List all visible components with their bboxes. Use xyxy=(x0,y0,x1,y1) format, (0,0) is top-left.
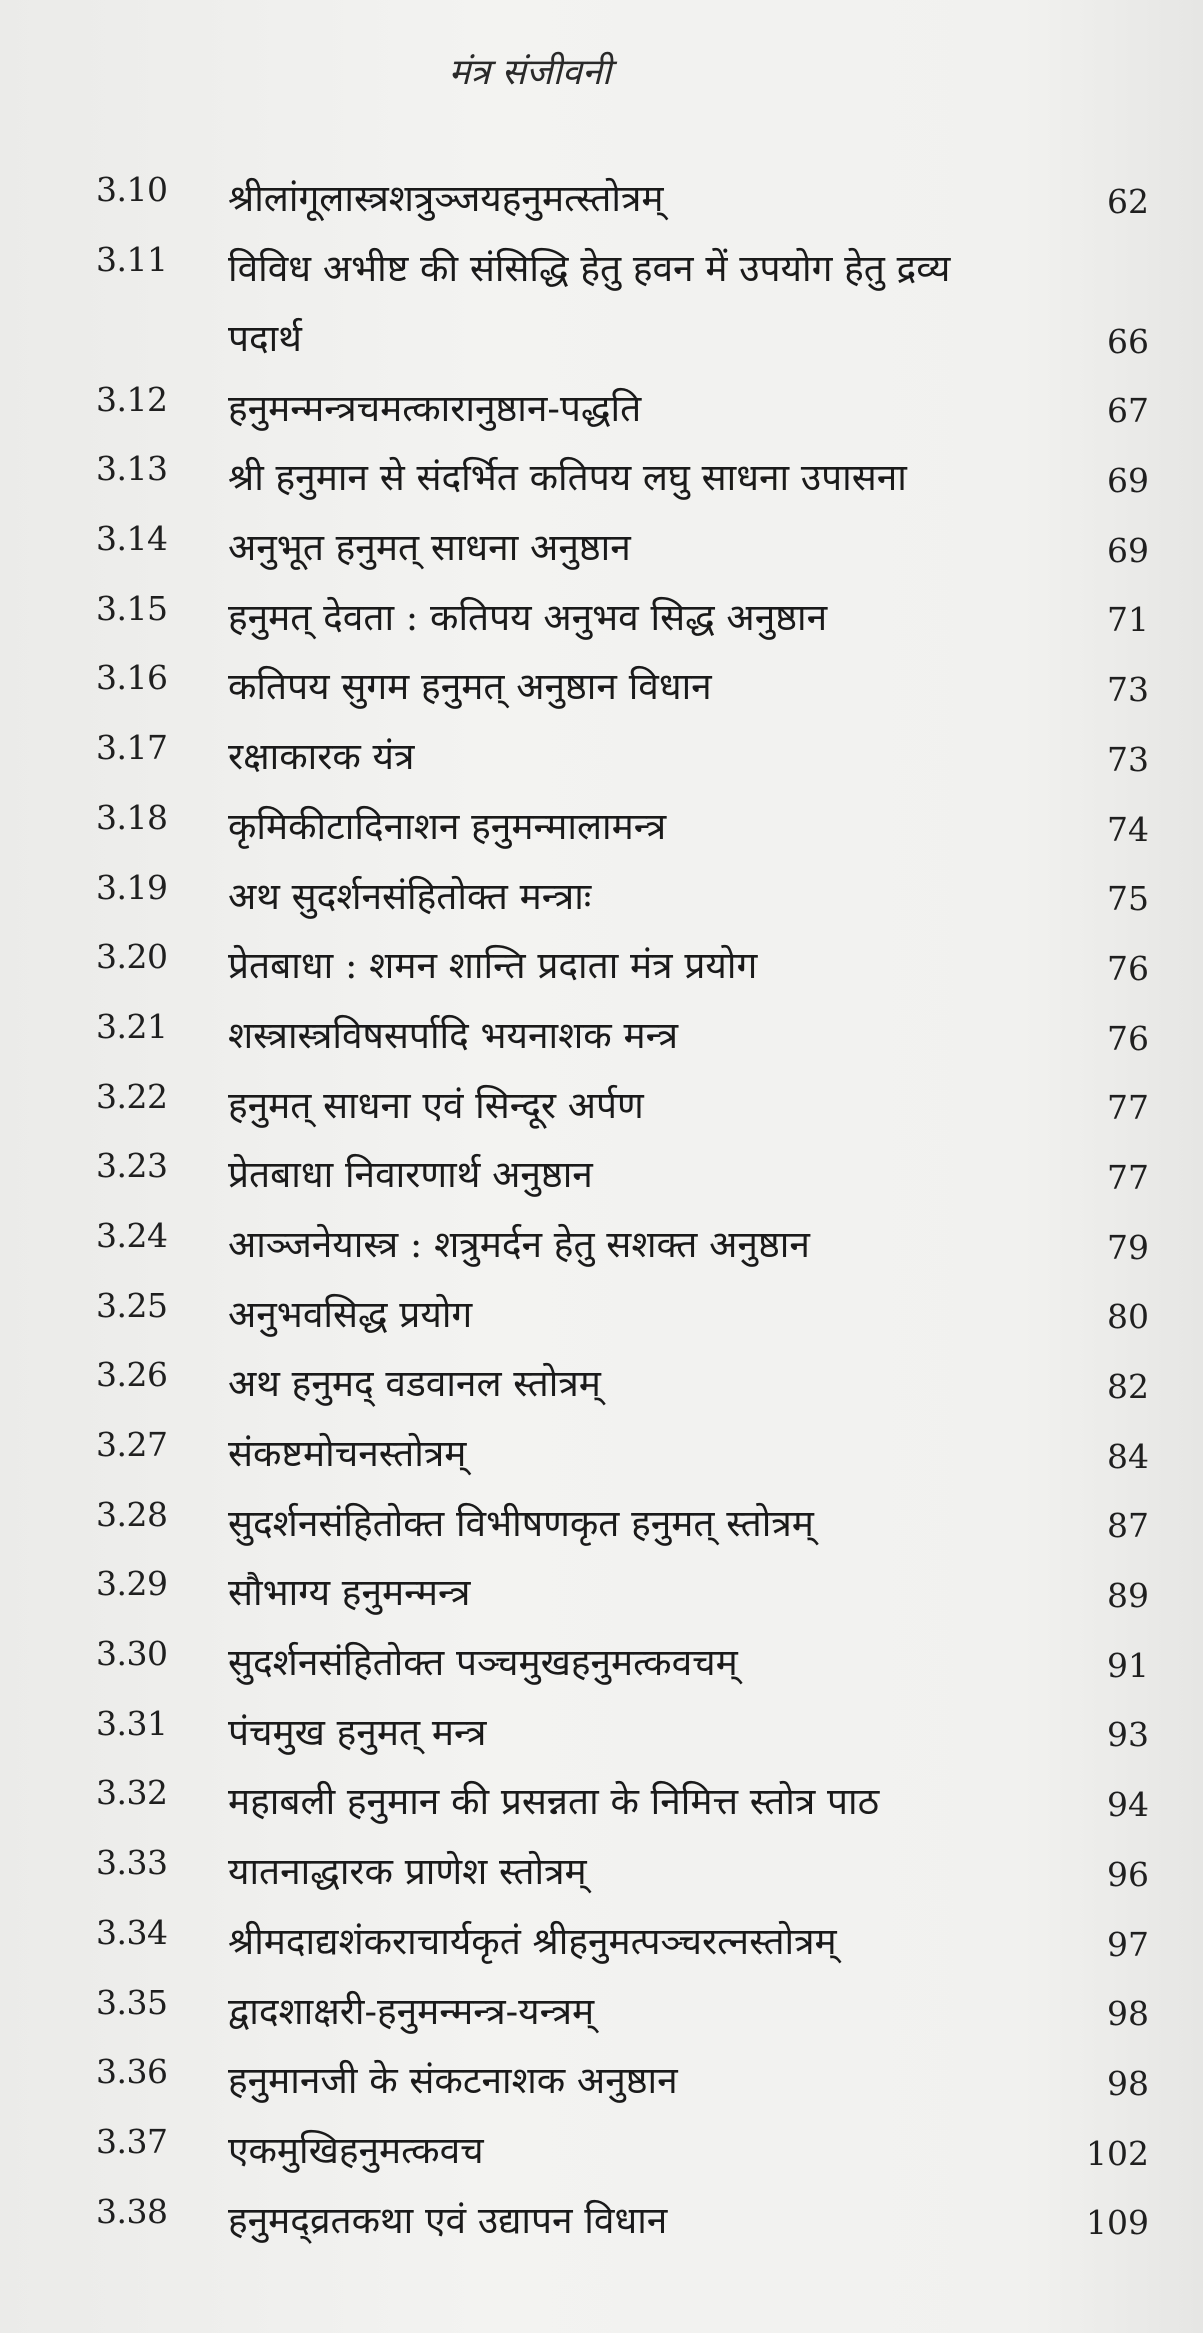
section-title: हनुमत् देवता : कतिपय अनुभव सिद्ध अनुष्ठान xyxy=(228,595,828,639)
toc-entry xyxy=(0,1347,1203,1417)
page-number: 98 xyxy=(1107,1994,1149,2034)
section-title: हनुमन्मन्त्रचमत्कारानुष्ठान-पद्धति xyxy=(228,386,642,430)
section-number: 3.36 xyxy=(96,2052,168,2092)
section-number: 3.23 xyxy=(96,1146,168,1186)
toc-entry xyxy=(0,581,1203,651)
section-title: सुदर्शनसंहितोक्त विभीषणकृत हनुमत् स्तोत्रम् xyxy=(228,1501,814,1545)
section-title: श्री हनुमान से संदर्भित कतिपय लघु साधना उपासना xyxy=(228,456,907,500)
toc-entry xyxy=(0,1278,1203,1348)
toc-entry xyxy=(0,999,1203,1069)
section-title: प्रेतबाधा निवारणार्थ अनुष्ठान xyxy=(228,1153,593,1197)
page-number: 102 xyxy=(1086,2133,1149,2173)
page-number: 69 xyxy=(1107,530,1149,570)
section-title: कतिपय सुगम हनुमत् अनुष्ठान विधान xyxy=(228,665,712,709)
toc-entry xyxy=(0,2184,1203,2254)
page-number: 84 xyxy=(1107,1436,1149,1476)
section-title: कृमिकीटादिनाशन हनुमन्मालामन्त्र xyxy=(228,804,667,848)
section-number: 3.19 xyxy=(96,867,168,907)
page-number: 73 xyxy=(1107,739,1149,779)
section-title: हनुमानजी के संकटनाशक अनुष्ठान xyxy=(228,2059,678,2103)
page-number: 93 xyxy=(1107,1715,1149,1755)
section-title: हनुमद्व्रतकथा एवं उद्यापन विधान xyxy=(228,2198,668,2242)
toc-entry xyxy=(0,720,1203,790)
section-number: 3.10 xyxy=(96,170,168,209)
section-number: 3.18 xyxy=(96,797,168,837)
section-number: 3.34 xyxy=(96,1912,168,1952)
page-number: 82 xyxy=(1107,1367,1149,1406)
running-header: मंत्र संजीवनी xyxy=(448,52,612,93)
section-title: यातनाद्धारक प्राणेश स्तोत्रम् xyxy=(228,1850,587,1894)
page-number: 96 xyxy=(1107,1854,1149,1894)
section-number: 3.12 xyxy=(96,379,168,419)
section-title: महाबली हनुमान की प्रसन्नता के निमित्त स्तोत्र पाठ xyxy=(228,1780,880,1824)
section-number: 3.31 xyxy=(96,1703,168,1743)
toc-entry xyxy=(0,1556,1203,1626)
toc-entry xyxy=(0,860,1203,930)
page-number: 74 xyxy=(1107,809,1149,849)
section-number: 3.27 xyxy=(96,1425,168,1464)
page-number: 77 xyxy=(1107,1088,1149,1128)
table-of-contents xyxy=(0,162,1203,2253)
toc-entry xyxy=(0,1208,1203,1278)
section-title: आञ्जनेयास्त्र : शत्रुमर्दन हेतु सशक्त अनुष्ठान xyxy=(228,1222,810,1266)
toc-entry xyxy=(0,1975,1203,2045)
page-number: 69 xyxy=(1107,461,1149,501)
toc-entry xyxy=(0,1626,1203,1696)
section-number: 3.14 xyxy=(96,519,168,559)
section-title: श्रीमदाद्यशंकराचार्यकृतं श्रीहनुमत्पञ्चरत्नस्तोत्रम् xyxy=(228,1919,837,1963)
toc-entry xyxy=(0,1835,1203,1905)
page-number: 94 xyxy=(1107,1785,1149,1825)
toc-entry xyxy=(0,1696,1203,1766)
page-number: 89 xyxy=(1107,1576,1149,1616)
section-title: सौभाग्य हनुमन्मन्त्र xyxy=(228,1571,471,1615)
page-number: 66 xyxy=(1107,321,1149,361)
page-number: 75 xyxy=(1107,879,1149,919)
page-number: 77 xyxy=(1107,1157,1149,1197)
section-title: द्वादशाक्षरी-हनुमन्मन्त्र-यन्त्रम् xyxy=(228,1989,595,2033)
toc-entry xyxy=(0,1138,1203,1208)
section-number: 3.28 xyxy=(96,1494,168,1534)
page-number: 73 xyxy=(1107,670,1149,710)
toc-entry xyxy=(0,1765,1203,1835)
section-title: एकमुखिहनुमत्कवच xyxy=(228,2128,484,2172)
section-title: अनुभूत हनुमत् साधना अनुष्ठान xyxy=(228,526,631,570)
section-number: 3.16 xyxy=(96,658,168,698)
page-number: 76 xyxy=(1107,1018,1149,1058)
section-number: 3.20 xyxy=(96,937,168,977)
toc-entry xyxy=(0,1487,1203,1557)
toc-entry xyxy=(0,162,1203,232)
page-number: 91 xyxy=(1107,1645,1149,1685)
section-number: 3.24 xyxy=(96,1215,168,1255)
section-number: 3.38 xyxy=(96,2191,168,2231)
section-title: प्रेतबाधा : शमन शान्ति प्रदाता मंत्र प्रयोग xyxy=(228,944,758,988)
toc-entry xyxy=(0,2044,1203,2114)
section-number: 3.32 xyxy=(96,1773,168,1813)
section-number: 3.35 xyxy=(96,1982,168,2022)
page-number: 79 xyxy=(1107,1227,1149,1267)
page-number: 67 xyxy=(1107,391,1149,431)
toc-entry xyxy=(0,511,1203,581)
section-title: संकष्टमोचनस्तोत्रम् xyxy=(228,1432,467,1475)
section-number: 3.13 xyxy=(96,449,168,489)
section-number: 3.22 xyxy=(96,1076,168,1116)
toc-entry xyxy=(0,929,1203,999)
section-title: अथ सुदर्शनसंहितोक्त मन्त्राः xyxy=(228,874,592,918)
section-title: पंचमुख हनुमत् मन्त्र xyxy=(228,1710,487,1754)
section-number: 3.29 xyxy=(96,1564,168,1604)
toc-entry xyxy=(0,790,1203,860)
page-number: 71 xyxy=(1107,600,1149,640)
section-number: 3.15 xyxy=(96,588,168,628)
section-number: 3.11 xyxy=(96,239,168,279)
toc-entry xyxy=(0,1069,1203,1139)
page-number: 62 xyxy=(1107,181,1149,221)
section-title: हनुमत् साधना एवं सिन्दूर अर्पण xyxy=(228,1083,644,1127)
section-title: अथ हनुमद् वडवानल स्तोत्रम् xyxy=(228,1362,601,1406)
section-number: 3.37 xyxy=(96,2121,168,2161)
section-title: विविध अभीष्ट की संसिद्धि हेतु हवन में उपयोग हेतु द्रव्य पदार्थ xyxy=(228,246,951,360)
section-title: अनुभवसिद्ध प्रयोग xyxy=(228,1292,473,1336)
section-title: शस्त्रास्त्रविषसर्पादि भयनाशक मन्त्र xyxy=(228,1013,679,1057)
section-number: 3.30 xyxy=(96,1634,168,1674)
page-number: 109 xyxy=(1086,2203,1149,2243)
section-number: 3.26 xyxy=(96,1355,168,1395)
section-number: 3.25 xyxy=(96,1285,168,1325)
toc-entry xyxy=(0,2114,1203,2184)
toc-entry xyxy=(0,1417,1203,1487)
page-number: 76 xyxy=(1107,948,1149,988)
toc-entry xyxy=(0,232,1203,372)
page-number: 80 xyxy=(1107,1297,1149,1337)
toc-entry xyxy=(0,372,1203,442)
section-title: सुदर्शनसंहितोक्त पञ्चमुखहनुमत्कवचम् xyxy=(228,1641,738,1685)
toc-entry xyxy=(0,1905,1203,1975)
section-title: रक्षाकारक यंत्र xyxy=(228,735,415,779)
section-title: श्रीलांगूलास्त्रशत्रुञ्जयहनुमत्स्तोत्रम् xyxy=(228,177,664,220)
section-number: 3.33 xyxy=(96,1843,168,1883)
toc-entry xyxy=(0,650,1203,720)
toc-entry xyxy=(0,441,1203,511)
page-number: 98 xyxy=(1107,2063,1149,2103)
page-number: 97 xyxy=(1107,1924,1149,1964)
section-number: 3.17 xyxy=(96,728,168,768)
page-number: 87 xyxy=(1107,1506,1149,1546)
section-number: 3.21 xyxy=(96,1006,168,1046)
